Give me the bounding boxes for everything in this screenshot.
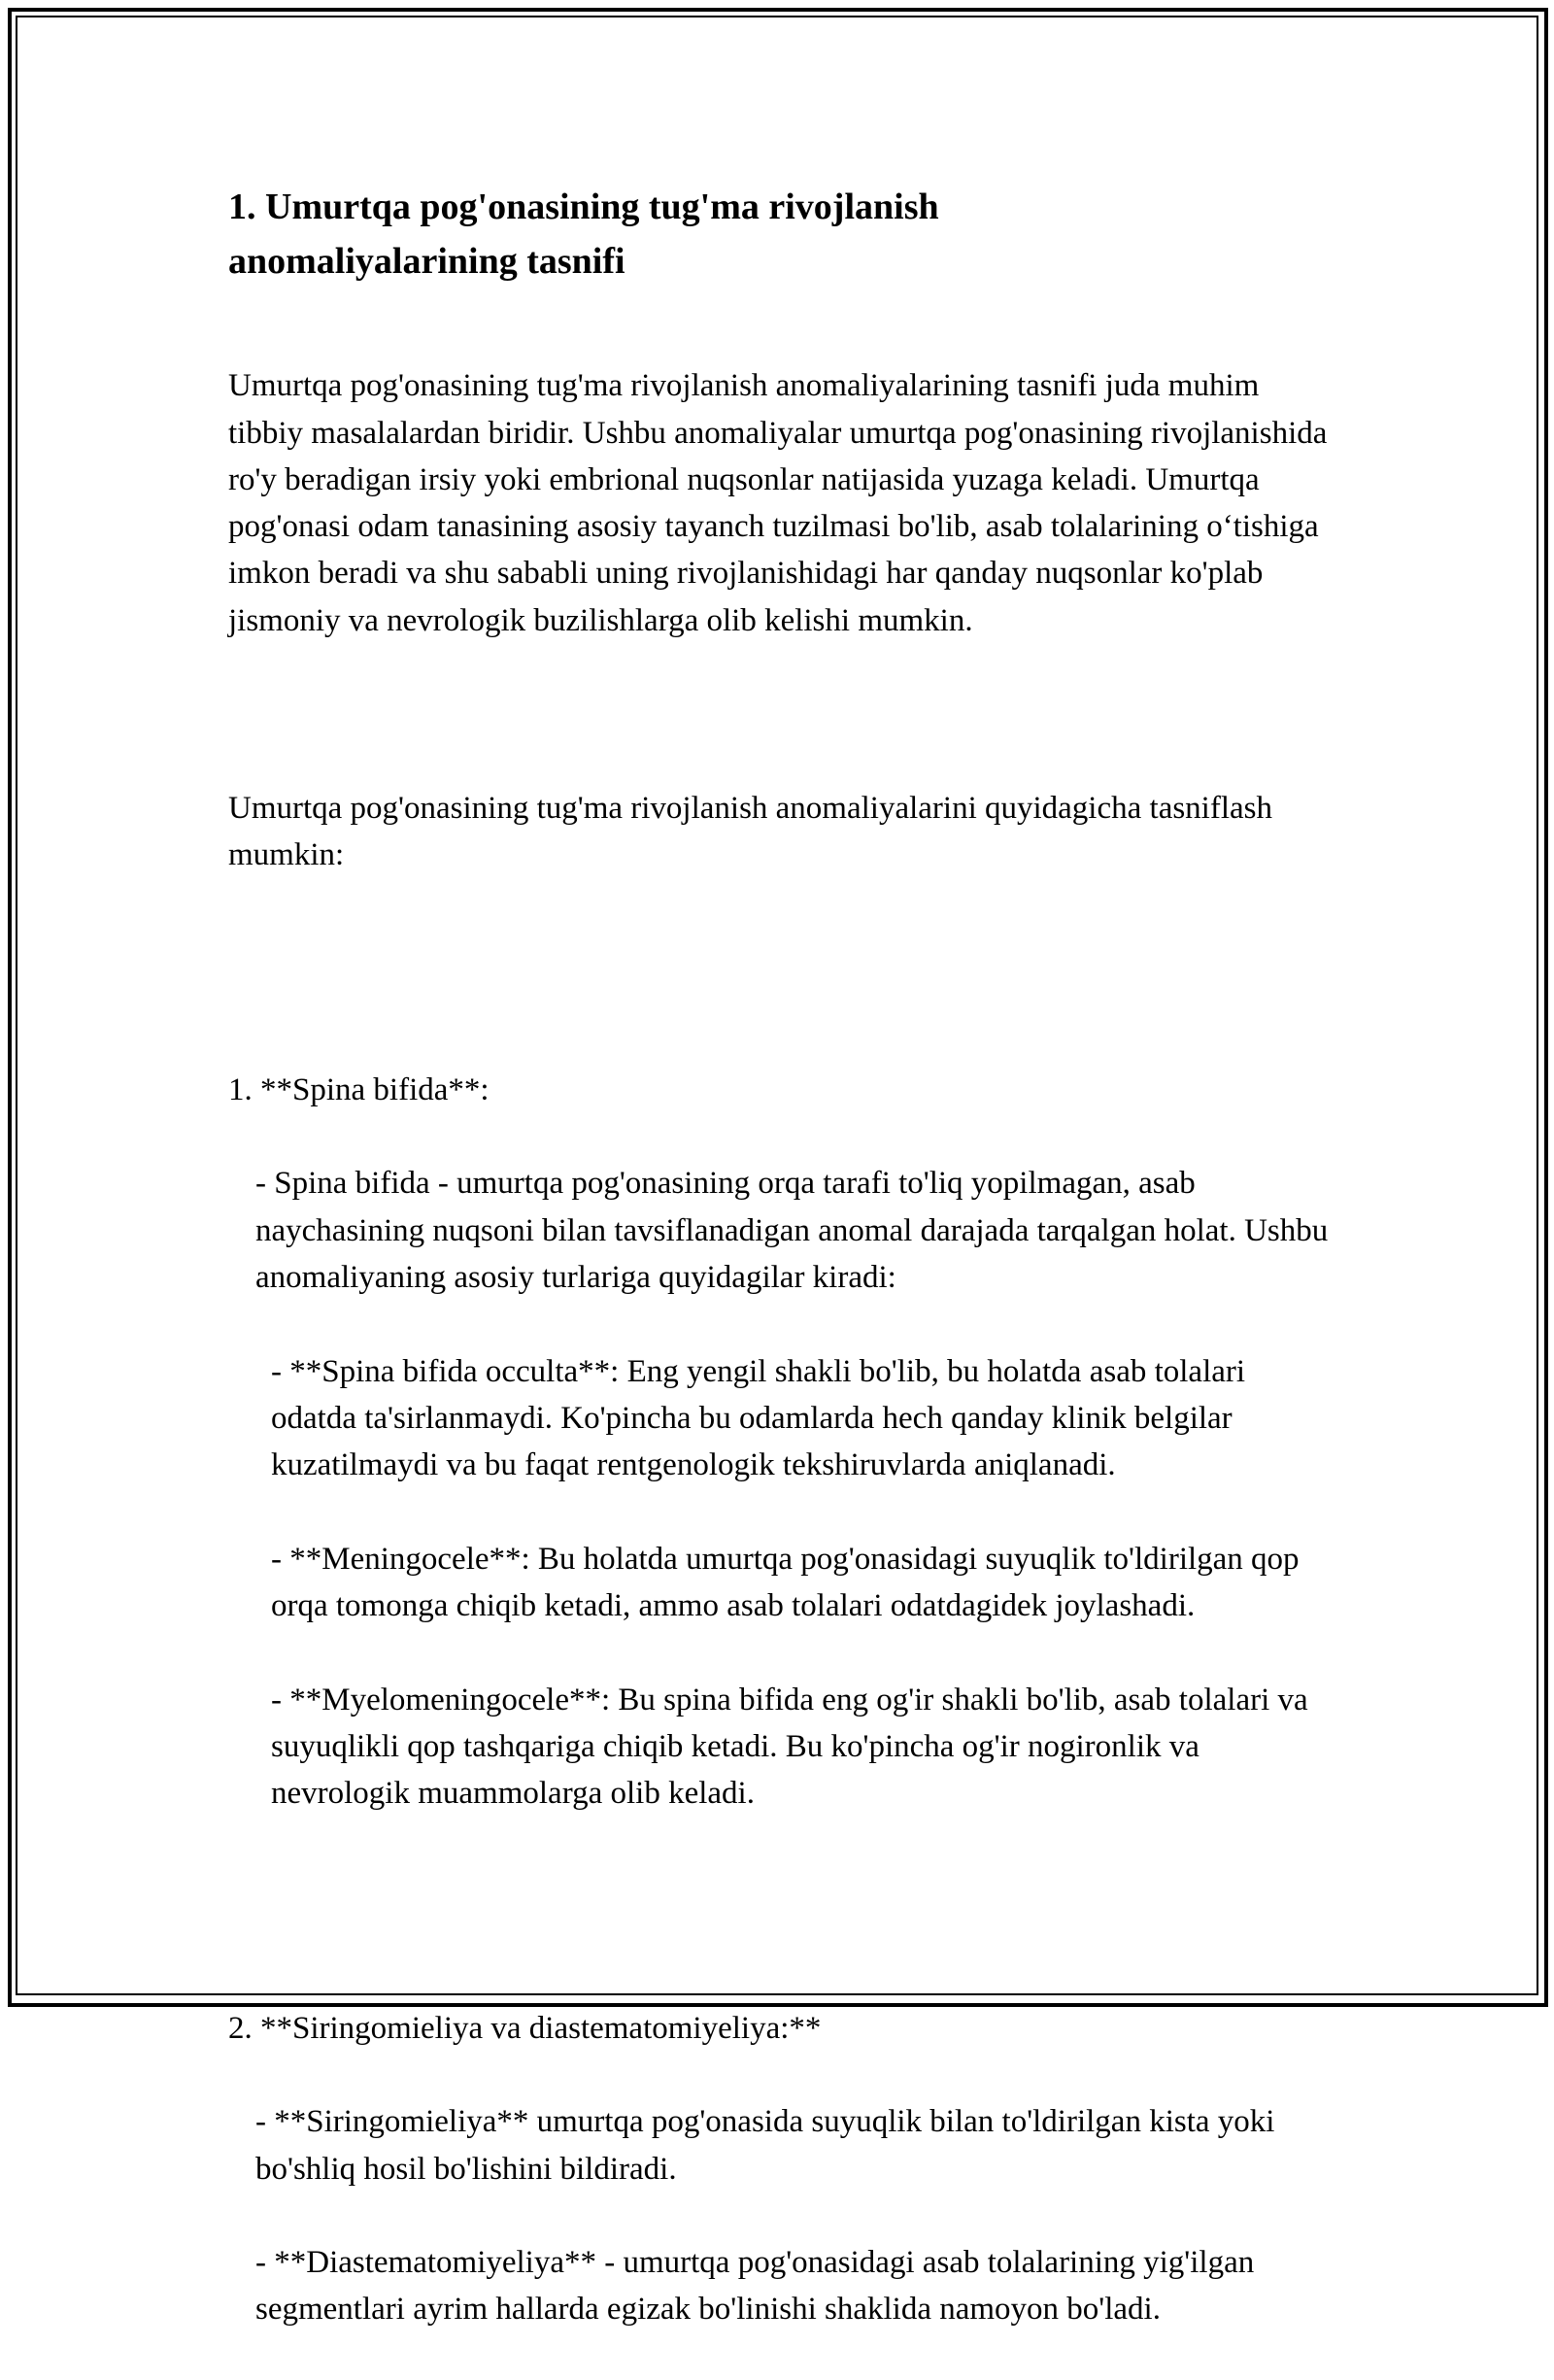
section-2-title: 2. **Siringomieliya va diastematomiyeliya:** <box>228 2010 822 2046</box>
intro-paragraph: Umurtqa pog'onasining tug'ma rivojlanish anomaliyalarining tasnifi juda muhim tibbiy masalalardan biridir. Ushbu anomaliyalar umurtqa pog'onasining rivojlanishida ro'y beradigan irsiy yoki embrional nuqsonlar natijasida yuzaga keladi. Umurtqa pog'onasi odam tanasining asosiy tayanch tuzilmasi bo'lib, asab tolalarining o‘tishiga imkon beradi va shu sababli uning rivojlanishidagi har qanday nuqsonlar ko'plab jismoniy va nevrologik buzilishlarga olib kelishi mumkin. <box>228 368 1328 638</box>
section-2-item: - **Siringomieliya** umurtqa pog'onasida suyuqlik bilan to'ldirilgan kista yoki bo'shliq hosil bo'lishini bildiradi. <box>255 2104 1275 2187</box>
paragraph-spacer <box>228 926 1335 972</box>
section-1-title: 1. **Spina bifida**: <box>228 1071 490 1107</box>
section-1-item: - **Meningocele**: Bu holatda umurtqa pog'onasidagi suyuqlik to'ldirilgan qop orqa tomonga chiqib ketadi, ammo asab tolalari odatdagidek joylashadi. <box>271 1541 1300 1624</box>
classification-lead: Umurtqa pog'onasining tug'ma rivojlanish anomaliyalarini quyidagicha tasniflash mumkin: <box>228 790 1272 873</box>
paragraph-spacer <box>228 1864 1335 1911</box>
document-heading: 1. Umurtqa pog'onasining tug'ma rivojlanish anomaliyalarining tasnifi <box>228 187 939 282</box>
section-1-item: - **Spina bifida occulta**: Eng yengil shakli bo'lib, bu holatda asab tolalari odatda ta'sirlanmaydi. Ko'pincha bu odamlarda hech qanday klinik belgilar kuzatilmaydi va bu faqat rentgenologik tekshiruvlarda aniqlanadi. <box>271 1353 1246 1483</box>
paragraph-spacer <box>228 691 1335 737</box>
document-content <box>228 180 1335 2380</box>
section-2-item: - **Diastematomiyeliya** - umurtqa pog'onasidagi asab tolalarining yig'ilgan segmentlari ayrim hallarda egizak bo'linishi shaklida namoyon bo'ladi. <box>255 2245 1255 2328</box>
section-1-description: - Spina bifida - umurtqa pog'onasining orqa tarafi to'liq yopilmagan, asab naychasining nuqsoni bilan tavsiflanadigan anomal darajada tarqalgan holat. Ushbu anomaliyaning asosiy turlariga quyidagilar kiradi: <box>255 1166 1329 1295</box>
document-body <box>228 316 1335 2380</box>
section-1-item: - **Myelomeningocele**: Bu spina bifida eng og'ir shakli bo'lib, asab tolalari va suyuqlikli qop tashqariga chiqib ketadi. Bu ko'pincha og'ir nogironlik va nevrologik muammolarga olib keladi. <box>271 1682 1308 1812</box>
